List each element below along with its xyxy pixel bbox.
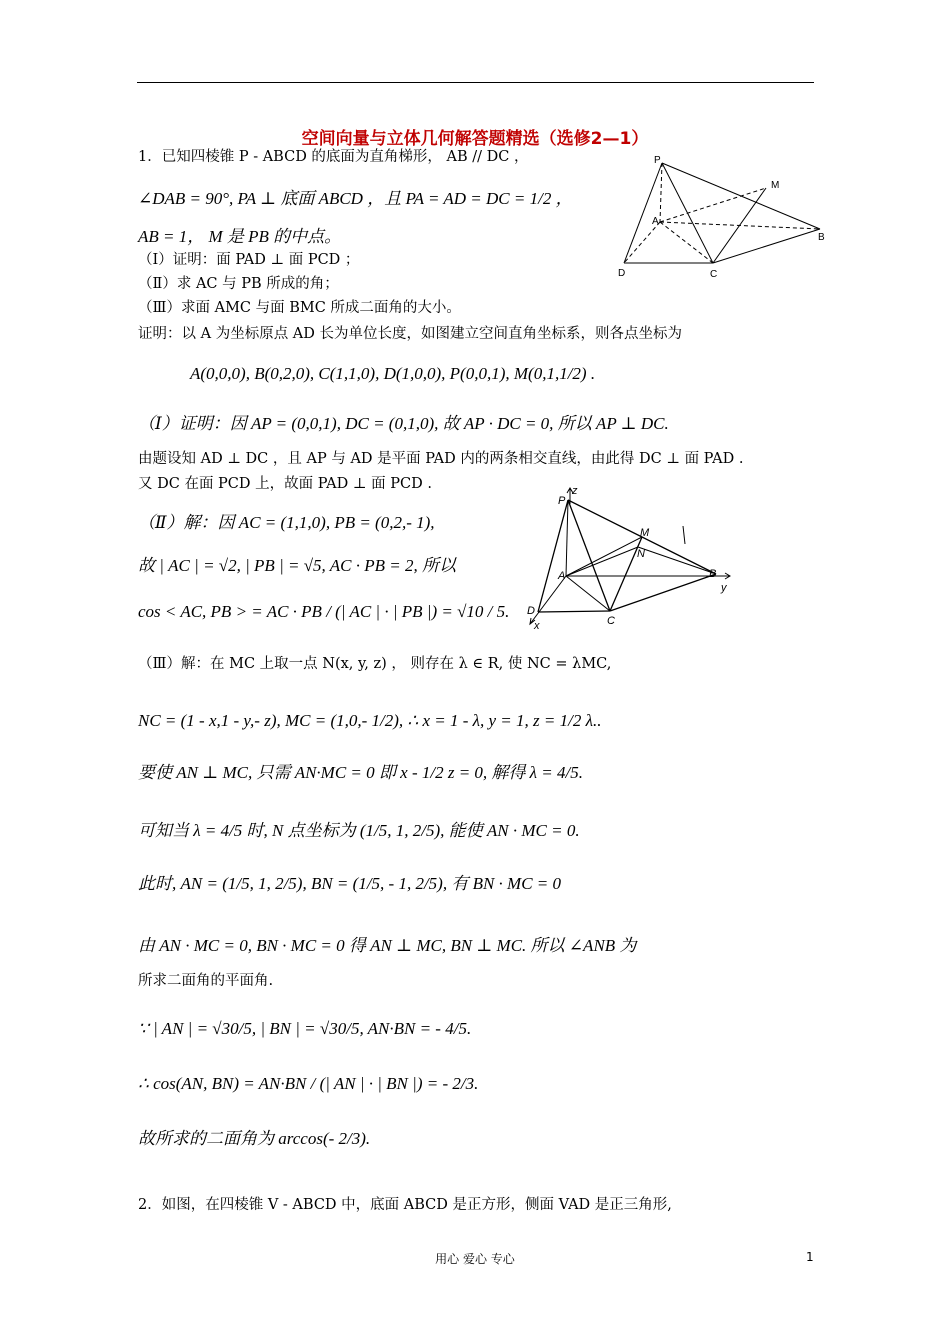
fig2-label-a: A	[558, 570, 566, 582]
fig1-label-c: C	[710, 269, 718, 280]
question-3: （Ⅲ）求面 AMC 与面 BMC 所成二面角的大小。	[138, 300, 461, 316]
page-footer: 用心 爱心 专心	[435, 1252, 515, 1266]
part3-nc: NC = (1 - x,1 - y,- z), MC = (1,0,- 1/2), ∴ x = 1 - λ, y = 1, z = 1/2 λ..	[138, 711, 602, 730]
fig2-label-c: C	[607, 615, 615, 627]
part2-magnitudes: 故 | AC | = √2, | PB | = √5, AC · PB = 2, 所以	[138, 556, 456, 575]
part3-perpendicular: 由 AN · MC = 0, BN · MC = 0 得 AN ⊥ MC, BN ⊥ MC. 所以 ∠ANB 为	[138, 936, 637, 955]
fig2-label-y: y	[721, 582, 727, 594]
fig1-label-a: A	[652, 216, 659, 227]
fig2-label-z: z	[572, 485, 578, 497]
header-rule	[137, 82, 814, 83]
part1-proof: （Ⅰ）证明：因 AP = (0,0,1), DC = (0,1,0), 故 AP · DC = 0, 所以 AP ⊥ DC.	[138, 414, 669, 433]
fig2-label-d: D	[527, 605, 535, 617]
question-2: （Ⅱ）求 AC 与 PB 所成的角；	[138, 276, 339, 292]
part3-plane-angle: 所求二面角的平面角.	[138, 973, 274, 989]
fig1-label-d: D	[618, 268, 626, 279]
pyramid-figure-1	[615, 152, 845, 287]
fig2-label-x: x	[534, 620, 540, 632]
fig2-label-m: M	[640, 527, 650, 539]
coordinates: A(0,0,0), B(0,2,0), C(1,1,0), D(1,0,0), P(0,0,1), M(0,1,1/2) .	[190, 364, 596, 383]
problem1-statement: 1．已知四棱锥 P - ABCD 的底面为直角梯形， AB // DC ，	[138, 149, 529, 165]
fig1-label-m: M	[771, 180, 780, 191]
part1-argument: 由题设知 AD ⊥ DC ，且 AP 与 AD 是平面 PAD 内的两条相交直线，由此得 DC ⊥ 面 PAD .	[138, 451, 744, 467]
question-1: （Ⅰ）证明：面 PAD ⊥ 面 PCD ；	[138, 252, 360, 268]
part3-answer: 故所求的二面角为 arccos(- 2/3).	[138, 1129, 371, 1148]
page-number: 1	[806, 1250, 814, 1264]
problem1-midpoint: AB = 1， M 是 PB 的中点。	[138, 227, 342, 246]
page-title: 空间向量与立体几何解答题精选（选修2—1）	[301, 129, 649, 149]
part1-conclusion: 又 DC 在面 PCD 上，故面 PAD ⊥ 面 PCD .	[138, 476, 432, 492]
part2-cosine: cos < AC, PB > = AC · PB / (| AC | · | PB |) = √10 / 5.	[138, 602, 510, 621]
part3-setup: （Ⅲ）解：在 MC 上取一点 N(x, y, z) ， 则存在 λ ∈ R, 使 NC = λMC,	[138, 656, 612, 672]
part3-an-bn: 此时, AN = (1/5, 1, 2/5), BN = (1/5, - 1, 2/5), 有 BN · MC = 0	[138, 874, 562, 893]
part3-magnitudes: ∵ | AN | = √30/5, | BN | = √30/5, AN·BN = - 4/5.	[138, 1019, 472, 1038]
fig1-label-b: B	[818, 232, 825, 243]
fig2-label-n: N	[637, 548, 645, 560]
proof-setup: 证明：以 A 为坐标原点 AD 长为单位长度，如图建立空间直角坐标系，则各点坐标为	[138, 326, 683, 342]
part3-cosine: ∴ cos(AN, BN) = AN·BN / (| AN | · | BN |) = - 2/3.	[138, 1074, 479, 1093]
fig2-label-b: B	[709, 568, 717, 580]
problem1-condition: ∠DAB = 90°, PA ⊥ 底面 ABCD ，且 PA = AD = DC = 1/2 ，	[138, 189, 573, 208]
part2-vectors: （Ⅱ）解：因 AC = (1,1,0), PB = (0,2,- 1),	[138, 513, 435, 532]
part3-condition: 要使 AN ⊥ MC, 只需 AN·MC = 0 即 x - 1/2 z = 0, 解得 λ = 4/5.	[138, 763, 583, 782]
part3-n-coordinates: 可知当 λ = 4/5 时, N 点坐标为 (1/5, 1, 2/5), 能使 AN · MC = 0.	[138, 821, 580, 840]
fig2-label-p: P	[558, 495, 566, 507]
fig1-label-p: P	[654, 155, 661, 166]
pyramid-figure-2	[520, 484, 760, 634]
problem2-statement: 2．如图，在四棱锥 V - ABCD 中，底面 ABCD 是正方形，侧面 VAD 是正三角形,	[138, 1197, 672, 1213]
